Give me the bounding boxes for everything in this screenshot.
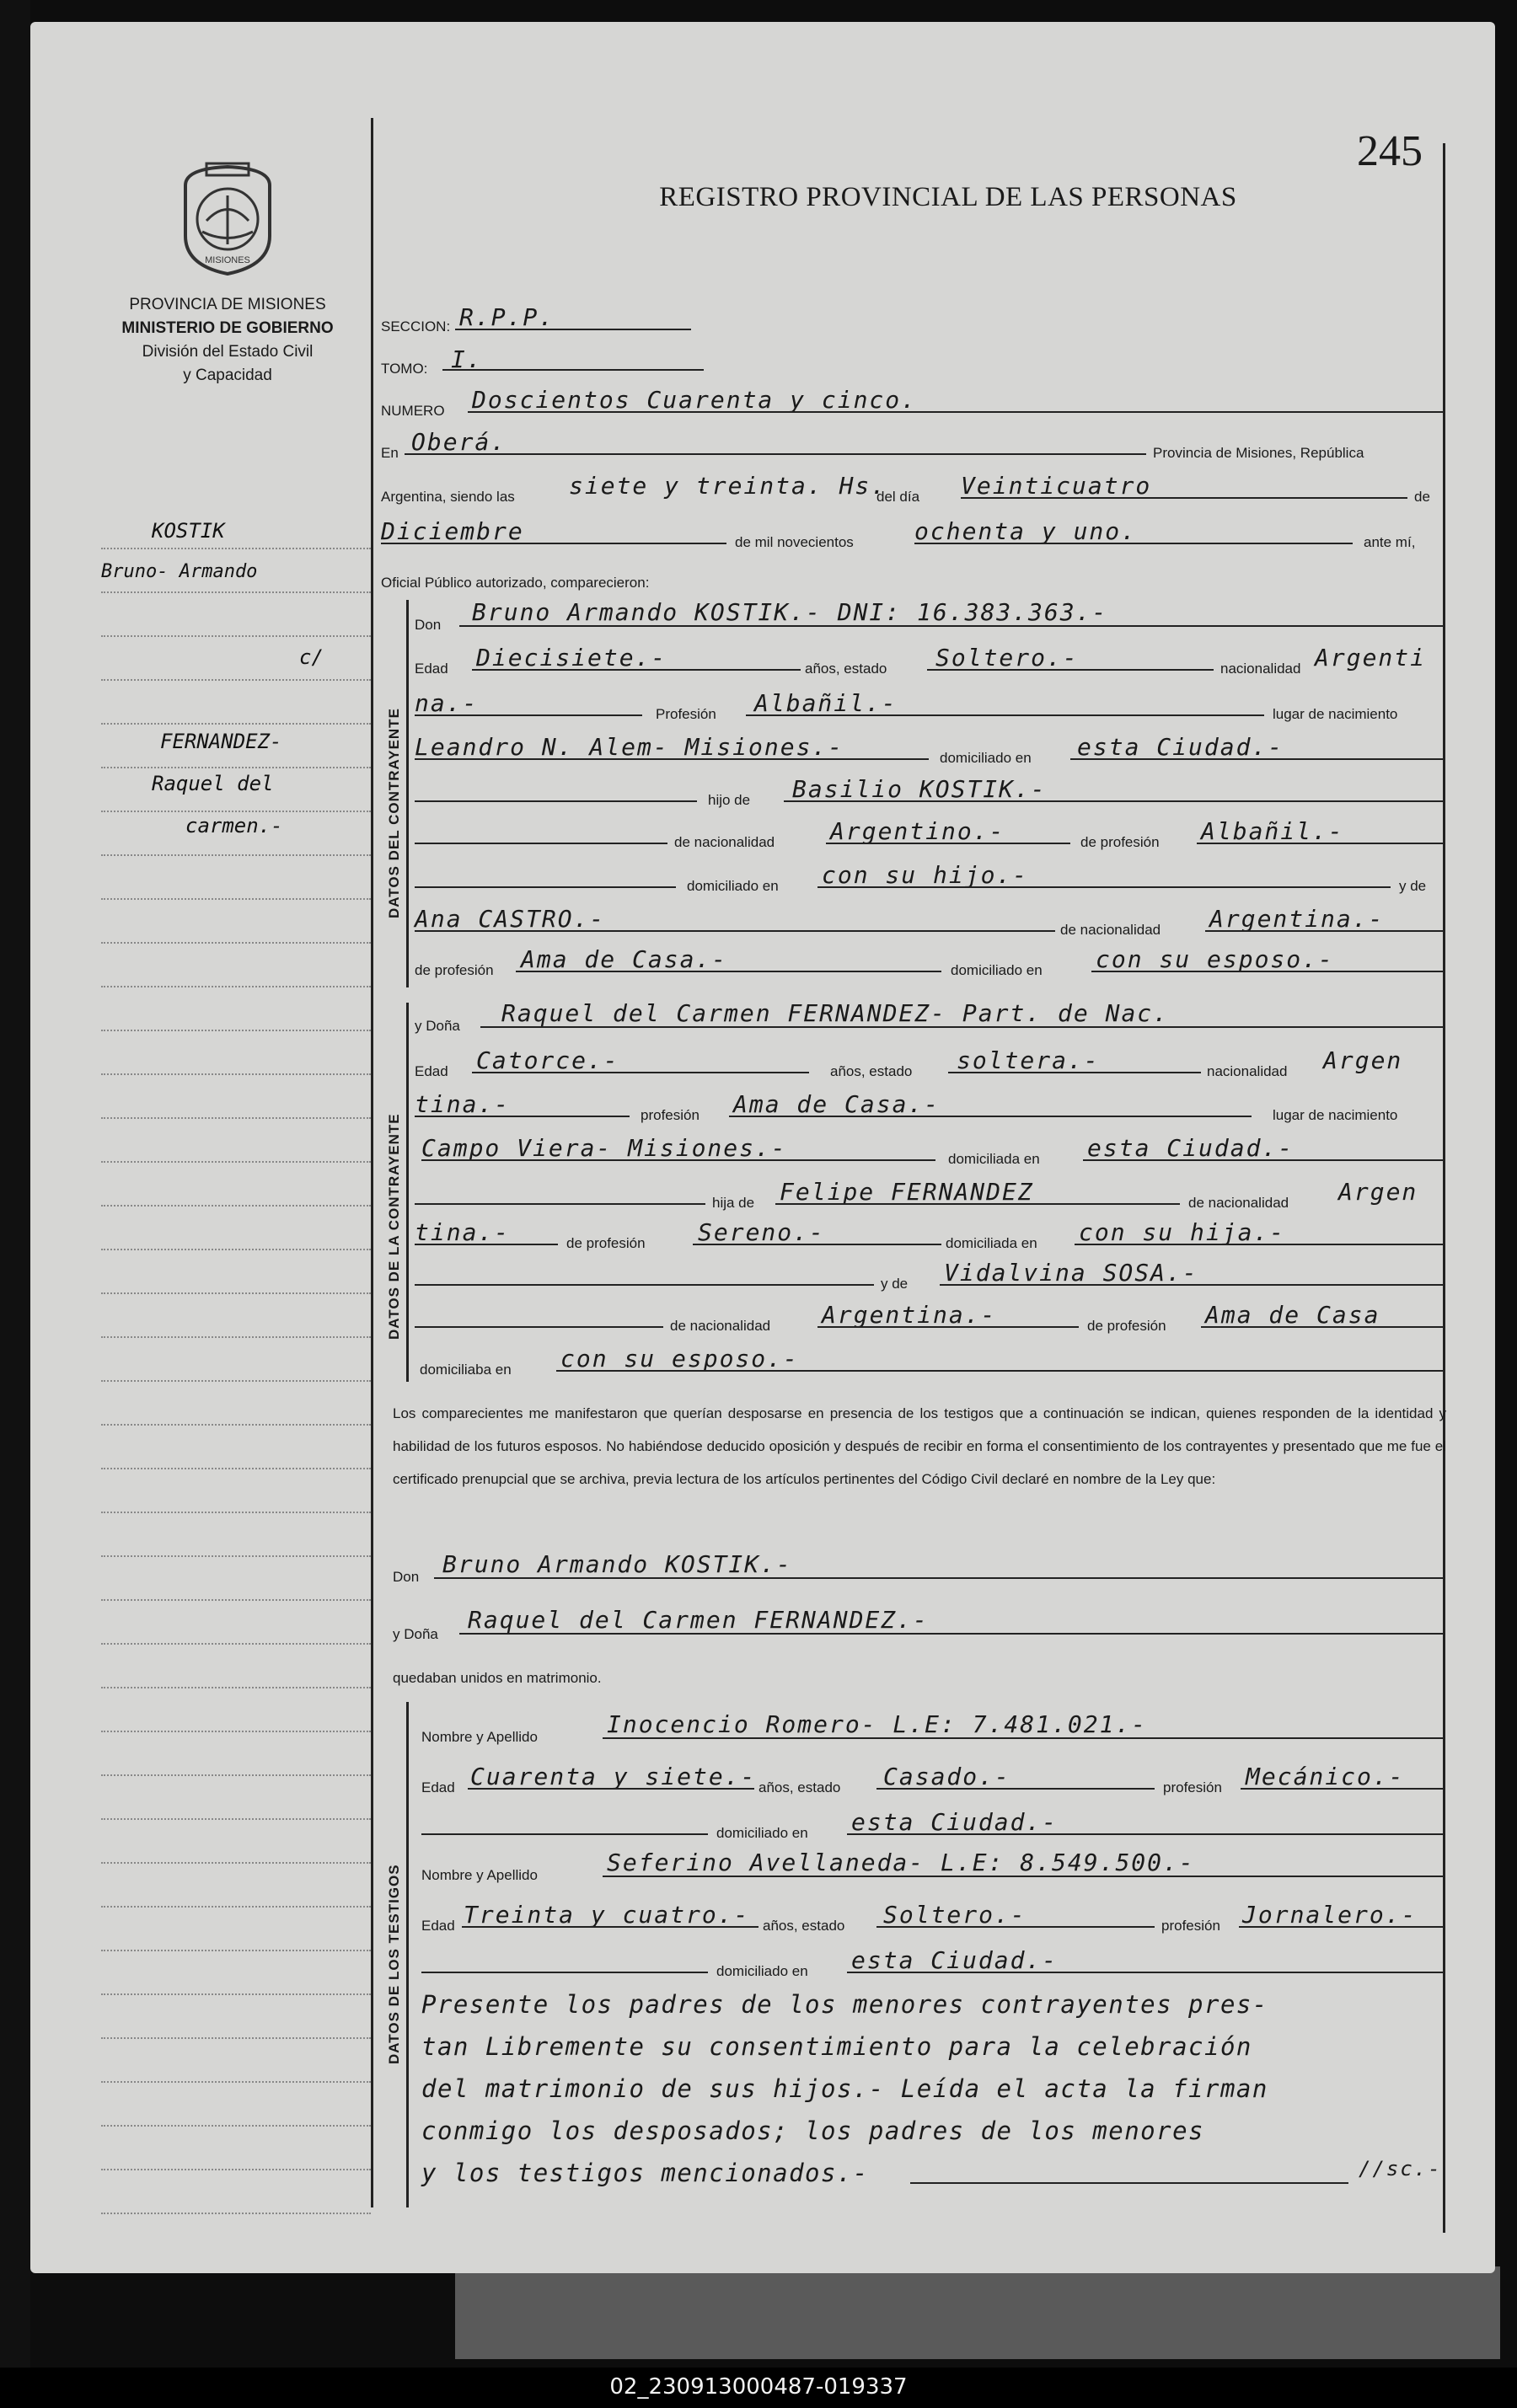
contrayenta-prof-line [729, 1116, 1252, 1117]
contrayenta-padre-nac-line [415, 1244, 558, 1245]
contrayente-side-label: DATOS DEL CONTRAYENTE [386, 708, 402, 918]
argentina-label: Argentina, siendo las [381, 489, 515, 505]
t1-estado-label: años, estado [758, 1779, 841, 1795]
t1-profesion: Mecánico.- [1246, 1763, 1405, 1790]
margin-given-names-2a: Raquel del [152, 772, 274, 795]
page-title: REGISTRO PROVINCIAL DE LAS PERSONAS [659, 182, 1237, 212]
t1-estado-line [876, 1788, 1155, 1790]
decl-dona-label: y Doña [393, 1626, 438, 1642]
contrayenta-padre: Felipe FERNANDEZ [780, 1178, 1034, 1206]
contrayente-padre-nac-line [826, 843, 1070, 844]
t2-nombre-label: Nombre y Apellido [421, 1867, 538, 1883]
contrayenta-padre-nac-b: tina.- [415, 1218, 511, 1246]
padre-nac-line-left [415, 843, 667, 844]
contrayenta-padre-nac-label: de nacionalidad [1188, 1195, 1289, 1211]
contrayente-madre-prof-label: de profesión [415, 962, 494, 978]
contrayenta-padre-dom: con su hija.- [1079, 1218, 1286, 1246]
decl-esposa: Raquel del Carmen FERNANDEZ.- [468, 1606, 929, 1634]
numero-label: NUMERO [381, 403, 445, 419]
contrayente-estado-label: años, estado [805, 661, 887, 677]
margin-versus: c/ [299, 645, 324, 669]
margin-divider [371, 118, 373, 2207]
contrayenta-estado-line [948, 1072, 1201, 1073]
observation-line-5: y los testigos mencionados.- [421, 2159, 869, 2187]
contrayenta-domicilio: esta Ciudad.- [1087, 1134, 1295, 1162]
contrayente-padre-nac: Argentino.- [830, 817, 1005, 845]
don-label: Don [415, 617, 442, 633]
hijo-line-left [415, 800, 697, 802]
contrayente-madre-prof-line [516, 971, 941, 972]
contrayenta-bracket [406, 1003, 409, 1382]
testigos-side-label: DATOS DE LOS TESTIGOS [386, 1864, 402, 2064]
contrayenta-nac-line [415, 1116, 630, 1117]
t1-edad-label: Edad [421, 1779, 455, 1795]
contrayente-madre-nac-label: de nacionalidad [1060, 922, 1161, 938]
contrayenta-prof-label: profesión [641, 1107, 700, 1123]
dia-line [961, 497, 1407, 499]
contrayenta-madre: Vidalvina SOSA.- [944, 1259, 1198, 1287]
observation-line-3: del matrimonio de sus hijos.- Leída el acta la firman [421, 2074, 1268, 2103]
contrayenta-padre-nac-a: Argen [1338, 1178, 1418, 1206]
decl-don-label: Don [393, 1569, 420, 1585]
seal-text: MISIONES [205, 255, 250, 265]
right-border [1443, 143, 1445, 2233]
t1-edad: Cuarenta y siete.- [470, 1763, 757, 1790]
contrayente-bracket [406, 600, 409, 987]
contrayente-padre-dom: con su hijo.- [822, 861, 1029, 889]
contrayente-dom-line [1070, 758, 1445, 760]
t2-estado-label: años, estado [763, 1918, 845, 1934]
contrayenta-y-de-label: y de [881, 1276, 909, 1292]
ministry-name: MINISTERIO DE GOBIERNO [121, 319, 334, 337]
contrayente-madre-prof: Ama de Casa.- [521, 945, 728, 973]
dia-value: Veinticuatro [961, 472, 1152, 500]
contrayenta-padre-prof: Sereno.- [698, 1218, 825, 1246]
t2-profesion: Jornalero.- [1242, 1901, 1418, 1929]
t1-nombre-line [603, 1737, 1445, 1739]
hija-label: hija de [712, 1195, 755, 1211]
book-binding [0, 0, 30, 2408]
t2-estado: Soltero.- [883, 1901, 1027, 1929]
contrayenta-nombre: Raquel del Carmen FERNANDEZ- Part. de Nac. [501, 999, 1170, 1027]
province-name: PROVINCIA DE MISIONES [129, 296, 326, 313]
dona-label: y Doña [415, 1018, 460, 1034]
contrayenta-side-label: DATOS DE LA CONTRAYENTE [386, 1113, 402, 1340]
madre-line-left [415, 1284, 874, 1286]
t1-domicilio: esta Ciudad.- [851, 1808, 1059, 1836]
lugar-line [405, 453, 1146, 455]
contrayente-padre-dom-line [817, 886, 1391, 888]
t1-nombre: Inocencio Romero- L.E: 7.481.021.- [607, 1710, 1148, 1738]
observation-line-2: tan Libremente su consentimiento para la celebración [421, 2032, 1252, 2061]
observation-line-1: Presente los padres de los menores contrayentes pres- [421, 1990, 1268, 2019]
madre-nac-line-left [415, 1326, 663, 1328]
contrayenta-lugar-nac-label: lugar de nacimiento [1273, 1107, 1398, 1123]
contrayenta-lugar-line [421, 1159, 935, 1161]
contrayente-padre-dom-label: domiciliado en [687, 878, 779, 894]
province-block [93, 293, 362, 388]
contrayenta-madre-nac-line [817, 1326, 1079, 1328]
declaration-text: Los comparecientes me manifestaron que querían desposarse en presencia de los testigos que a continuación se indican, quienes responden de la identidad y habilidad de los futuros esposos. No habiéndose deducido oposición y después de recibir en forma el consentimiento de los contrayentes y presentado que me fue el certificado prenupcial que se archiva, previa lectura de los artículos pertinentes del Código Civil declaré en nombre de la Ley que: [393, 1405, 1446, 1487]
padre-dom-line-left [415, 886, 676, 888]
t2-edad-label: Edad [421, 1918, 455, 1934]
mes-value: Diciembre [381, 517, 524, 545]
contrayente-nac-a: Argenti [1315, 644, 1427, 672]
footer-caption: 02_230913000487-019337 [0, 2368, 1517, 2408]
contrayenta-estado-label: años, estado [830, 1063, 913, 1079]
hijo-label: hijo de [708, 792, 751, 808]
t1-dom-label: domiciliado en [716, 1825, 808, 1841]
page-number: 245 [1357, 127, 1423, 175]
contrayenta-padre-dom-line [1075, 1244, 1445, 1245]
t2-prof-line [1239, 1926, 1445, 1928]
t2-estado-line [876, 1926, 1155, 1928]
del-dia-label: del día [876, 489, 920, 505]
contrayenta-madre-dom: con su esposo.- [560, 1345, 799, 1373]
contrayente-edad-label: Edad [415, 661, 448, 677]
observation-suffix: //sc.- [1359, 2157, 1442, 2181]
contrayente-y-de-label: y de [1399, 878, 1427, 894]
t2-dom-line [847, 1972, 1445, 1973]
seccion-value: R.P.P. [459, 303, 555, 331]
contrayente-profesion: Albañil.- [754, 689, 898, 717]
decl-esposo-line [434, 1577, 1445, 1579]
provincia-label: Provincia de Misiones, República [1153, 445, 1364, 461]
anio-line [914, 543, 1353, 544]
t1-nombre-label: Nombre y Apellido [421, 1729, 538, 1745]
t2-edad: Treinta y cuatro.- [464, 1901, 750, 1929]
contrayente-nombre-line [459, 625, 1445, 627]
contrayente-madre: Ana CASTRO.- [415, 905, 606, 933]
contrayenta-nac-a: Argen [1323, 1046, 1403, 1074]
t2-nombre: Seferino Avellaneda- L.E: 8.549.500.- [607, 1849, 1195, 1876]
contrayenta-madre-prof: Ama de Casa [1205, 1301, 1380, 1329]
contrayente-madre-dom-line [1091, 971, 1445, 972]
t1-dom-line-left [421, 1833, 708, 1835]
contrayenta-edad: Catorce.- [476, 1046, 619, 1074]
seccion-label: SECCION: [381, 318, 451, 334]
tomo-value: I. [451, 345, 483, 373]
under-page [455, 2266, 1500, 2359]
t2-prof-label: profesión [1161, 1918, 1220, 1934]
observation-line-5-fill [910, 2182, 1348, 2184]
contrayente-padre-nac-label: de nacionalidad [674, 834, 775, 850]
observation-line-4: conmigo los desposados; los padres de los menores [421, 2116, 1205, 2145]
contrayente-padre-prof: Albañil.- [1201, 817, 1344, 845]
t2-edad-line [462, 1926, 758, 1928]
de-label: de [1414, 489, 1430, 505]
contrayenta-dom-label: domiciliada en [948, 1151, 1040, 1167]
contrayente-madre-nac-line [1205, 930, 1445, 932]
anio-value: ochenta y uno. [914, 517, 1138, 545]
contrayente-nac-label: nacionalidad [1220, 661, 1301, 677]
hora-value: siete y treinta. Hs. [569, 472, 887, 500]
contrayenta-padre-prof-line [693, 1244, 941, 1245]
contrayente-nac-b: na.- [415, 689, 479, 717]
contrayenta-padre-prof-label: de profesión [566, 1235, 646, 1251]
decl-esposa-line [459, 1633, 1445, 1635]
t2-dom-line-left [421, 1972, 708, 1973]
contrayente-madre-dom: con su esposo.- [1096, 945, 1334, 973]
numero-line [468, 411, 1445, 413]
margin-given-names: Bruno- Armando [101, 561, 258, 582]
numero-value: Doscientos Cuarenta y cinco. [472, 386, 918, 414]
provincial-seal-icon [173, 160, 282, 278]
contrayente-padre-line [784, 800, 1445, 802]
ante-label: ante mí, [1364, 534, 1416, 550]
t1-prof-label: profesión [1163, 1779, 1222, 1795]
anio-label: de mil novecientos [735, 534, 854, 550]
mes-line [381, 543, 726, 544]
en-label: En [381, 445, 399, 461]
contrayenta-madre-nac-label: de nacionalidad [670, 1318, 771, 1334]
lugar-value: Oberá. [411, 428, 507, 456]
t2-domicilio: esta Ciudad.- [851, 1946, 1059, 1974]
contrayente-madre-dom-label: domiciliado en [951, 962, 1043, 978]
contrayenta-madre-line [940, 1284, 1445, 1286]
t1-prof-line [1241, 1788, 1445, 1790]
seccion-line [455, 329, 691, 330]
contrayenta-madre-prof-label: de profesión [1087, 1318, 1166, 1334]
contrayente-prof-label: Profesión [656, 706, 716, 722]
contrayente-lugar-line [415, 758, 929, 760]
contrayenta-profesion: Ama de Casa.- [733, 1090, 941, 1118]
contrayenta-nac-label: nacionalidad [1207, 1063, 1288, 1079]
contrayente-nac-line [415, 714, 642, 716]
contrayente-padre: Basilio KOSTIK.- [792, 775, 1047, 803]
contrayente-estado-line [927, 669, 1214, 671]
margin-given-names-2b: carmen.- [185, 814, 283, 837]
contrayente-padre-prof-label: de profesión [1080, 834, 1160, 850]
contrayenta-padre-dom-label: domiciliada en [946, 1235, 1037, 1251]
hija-line-left [415, 1203, 705, 1205]
contrayenta-estado: soltera.- [957, 1046, 1100, 1074]
contrayenta-madre-nac: Argentina.- [822, 1301, 997, 1329]
contrayenta-madre-prof-line [1201, 1326, 1445, 1328]
contrayenta-madre-dom-line [556, 1370, 1445, 1372]
contrayente-lugar-nac-label: lugar de nacimiento [1273, 706, 1398, 722]
t1-dom-line [847, 1833, 1445, 1835]
oficial-label: Oficial Público autorizado, comparecieron: [381, 575, 650, 591]
t1-estado: Casado.- [883, 1763, 1010, 1790]
contrayente-edad: Diecisiete.- [476, 644, 667, 672]
margin-surname-2: FERNANDEZ- [160, 730, 282, 753]
contrayente-prof-line [746, 714, 1264, 716]
contrayenta-edad-label: Edad [415, 1063, 448, 1079]
t2-nombre-line [603, 1876, 1445, 1877]
division-line-2: y Capacidad [183, 367, 272, 384]
tomo-line [442, 369, 704, 371]
contrayente-madre-nac: Argentina.- [1209, 905, 1385, 933]
contrayenta-lugar-nac: Campo Viera- Misiones.- [421, 1134, 787, 1162]
contrayente-madre-line [415, 930, 1055, 932]
contrayente-dom-label: domiciliado en [940, 750, 1032, 766]
contrayenta-dom-line [1083, 1159, 1445, 1161]
contrayente-domicilio: esta Ciudad.- [1077, 733, 1284, 761]
division-line-1: División del Estado Civil [142, 343, 314, 361]
contrayenta-padre-line [775, 1203, 1180, 1205]
contrayenta-nombre-line [480, 1026, 1445, 1028]
contrayente-estado: Soltero.- [935, 644, 1079, 672]
contrayente-lugar-nac: Leandro N. Alem- Misiones.- [415, 733, 844, 761]
tomo-label: TOMO: [381, 361, 428, 377]
testigos-bracket [406, 1702, 409, 2207]
margin-surname: KOSTIK [152, 519, 225, 543]
contrayente-nombre: Bruno Armando KOSTIK.- DNI: 16.383.363.- [472, 598, 1108, 626]
contrayenta-madre-dom-label: domiciliaba en [420, 1362, 512, 1378]
decl-cierre: quedaban unidos en matrimonio. [393, 1670, 602, 1686]
contrayenta-edad-line [472, 1072, 809, 1073]
t1-edad-line [468, 1788, 754, 1790]
contrayente-padre-prof-line [1197, 843, 1445, 844]
t2-dom-label: domiciliado en [716, 1963, 808, 1979]
decl-esposo: Bruno Armando KOSTIK.- [442, 1550, 792, 1578]
contrayente-edad-line [472, 669, 801, 671]
contrayenta-nac-b: tina.- [415, 1090, 511, 1118]
